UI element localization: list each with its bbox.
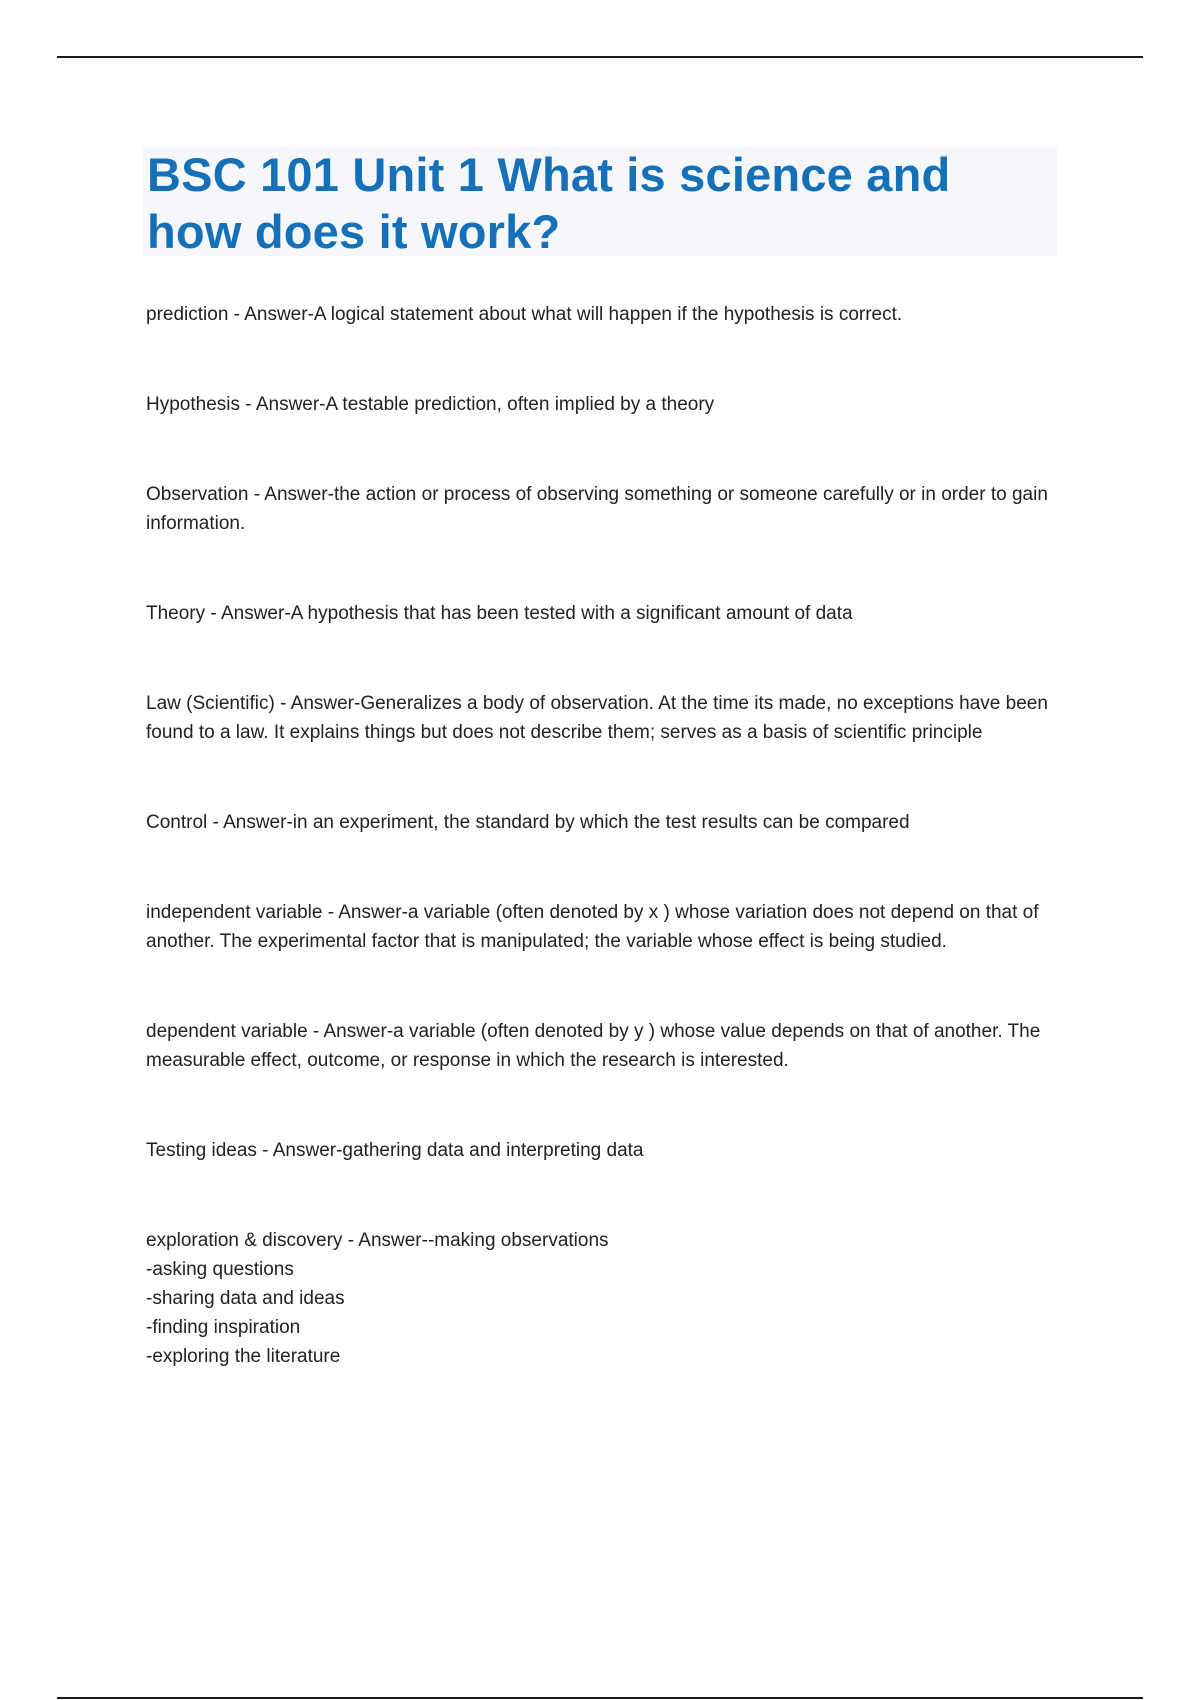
list-item: -finding inspiration (146, 1317, 301, 1338)
page-title: BSC 101 Unit 1 What is science and how does it work? (147, 148, 951, 258)
qa-entry (146, 808, 1066, 837)
entry-text: Testing ideas - Answer-gathering data and interpreting data (146, 1140, 644, 1161)
qa-entry (146, 1017, 1066, 1075)
qa-entry (146, 1136, 1066, 1165)
entry-text: independent variable - Answer-a variable (often denoted by x ) whose variation does not depend on that of another. The experimental factor that is manipulated; the variable whose effect is being studied. (146, 902, 1039, 952)
list-item: -exploring the literature (146, 1346, 341, 1367)
qa-entry (146, 898, 1066, 956)
list-item: -asking questions (146, 1259, 294, 1280)
entry-text: dependent variable - Answer-a variable (often denoted by y ) whose value depends on that of another. The measurable effect, outcome, or response in which the research is interested. (146, 1021, 1041, 1071)
bottom-rule (57, 1697, 1143, 1699)
entry-text: Observation - Answer-the action or process of observing something or someone carefully or in order to gain information. (146, 484, 1048, 534)
entry-text: Hypothesis - Answer-A testable prediction, often implied by a theory (146, 394, 715, 415)
top-rule (57, 56, 1143, 58)
entry-text: Law (Scientific) - Answer-Generalizes a body of observation. At the time its made, no exceptions have been found to a law. It explains things but does not describe them; serves as a basis of scientific principle (146, 693, 1048, 743)
qa-entry (146, 480, 1066, 538)
entry-text: Control - Answer-in an experiment, the standard by which the test results can be compared (146, 812, 910, 833)
qa-entry (146, 689, 1066, 747)
qa-entry (146, 599, 1066, 628)
entry-text: Theory - Answer-A hypothesis that has been tested with a significant amount of data (146, 603, 853, 624)
entry-text: exploration & discovery - Answer--making observations (146, 1230, 609, 1251)
entry-text: prediction - Answer-A logical statement about what will happen if the hypothesis is correct. (146, 304, 903, 325)
document-body (146, 300, 1066, 1371)
list-item: -sharing data and ideas (146, 1288, 345, 1309)
title-banner (143, 146, 1057, 256)
qa-entry (146, 390, 1066, 419)
qa-entry (146, 300, 1066, 329)
qa-entry-list (146, 1226, 1066, 1371)
